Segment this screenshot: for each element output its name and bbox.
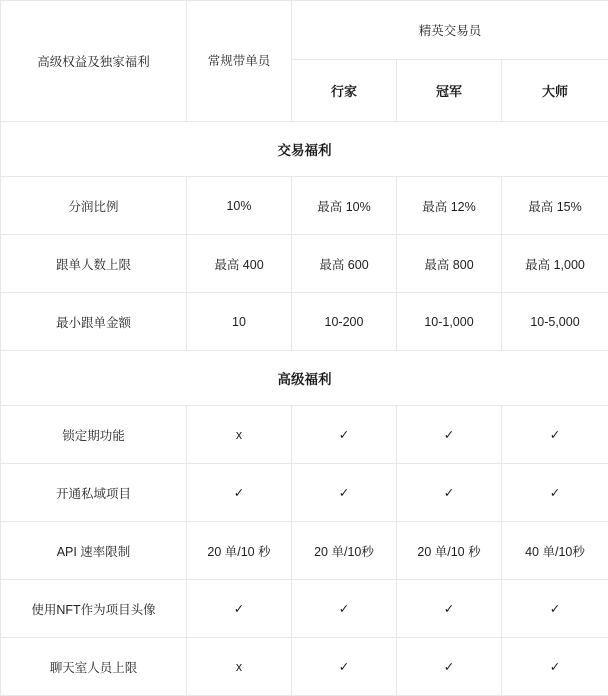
cell-lockup-feature-master: ✓ — [502, 406, 608, 464]
cell-chatroom-limit-champion: ✓ — [397, 638, 502, 696]
cell-nft-avatar-master: ✓ — [502, 580, 608, 638]
cell-min-copy-amount-expert: 10-200 — [292, 293, 397, 351]
table-row — [1, 464, 608, 522]
table-row — [1, 522, 608, 580]
table-header-row — [1, 1, 608, 60]
cell-api-rate-limit-regular: 20 单/10 秒 — [187, 522, 292, 580]
header-first-column: 高级权益及独家福利 — [1, 1, 187, 122]
header-elite-level-expert: 行家 — [292, 60, 397, 122]
section-header-trading — [1, 122, 608, 177]
cell-follower-limit-master: 最高 1,000 — [502, 235, 608, 293]
cell-private-project-champion: ✓ — [397, 464, 502, 522]
section-header-advanced — [1, 351, 608, 406]
cell-private-project-master: ✓ — [502, 464, 608, 522]
section-title-trading: 交易福利 — [1, 122, 608, 177]
row-label-api-rate-limit: API 速率限制 — [1, 522, 187, 580]
table-row — [1, 580, 608, 638]
cell-chatroom-limit-expert: ✓ — [292, 638, 397, 696]
table-row — [1, 293, 608, 351]
cell-api-rate-limit-expert: 20 单/10秒 — [292, 522, 397, 580]
cell-min-copy-amount-master: 10-5,000 — [502, 293, 608, 351]
cell-profit-share-regular: 10% — [187, 177, 292, 235]
row-label-min-copy-amount: 最小跟单金额 — [1, 293, 187, 351]
row-label-lockup-feature: 锁定期功能 — [1, 406, 187, 464]
cell-profit-share-expert: 最高 10% — [292, 177, 397, 235]
cell-nft-avatar-champion: ✓ — [397, 580, 502, 638]
cell-follower-limit-expert: 最高 600 — [292, 235, 397, 293]
cell-lockup-feature-champion: ✓ — [397, 406, 502, 464]
row-label-follower-limit: 跟单人数上限 — [1, 235, 187, 293]
header-elite-level-master: 大师 — [502, 60, 608, 122]
cell-lockup-feature-expert: ✓ — [292, 406, 397, 464]
table-row — [1, 235, 608, 293]
cell-nft-avatar-expert: ✓ — [292, 580, 397, 638]
table-row — [1, 177, 608, 235]
cell-nft-avatar-regular: ✓ — [187, 580, 292, 638]
header-elite-trader-group: 精英交易员 — [292, 1, 608, 60]
row-label-private-project: 开通私域项目 — [1, 464, 187, 522]
cell-private-project-regular: ✓ — [187, 464, 292, 522]
cell-follower-limit-regular: 最高 400 — [187, 235, 292, 293]
row-label-chatroom-limit: 聊天室人员上限 — [1, 638, 187, 696]
cell-min-copy-amount-regular: 10 — [187, 293, 292, 351]
row-label-profit-share: 分润比例 — [1, 177, 187, 235]
cell-lockup-feature-regular: x — [187, 406, 292, 464]
section-title-advanced: 高级福利 — [1, 351, 608, 406]
table-row — [1, 406, 608, 464]
cell-api-rate-limit-champion: 20 单/10 秒 — [397, 522, 502, 580]
cell-chatroom-limit-regular: x — [187, 638, 292, 696]
cell-profit-share-champion: 最高 12% — [397, 177, 502, 235]
cell-api-rate-limit-master: 40 单/10秒 — [502, 522, 608, 580]
header-elite-level-champion: 冠军 — [397, 60, 502, 122]
cell-chatroom-limit-master: ✓ — [502, 638, 608, 696]
cell-profit-share-master: 最高 15% — [502, 177, 608, 235]
row-label-nft-avatar: 使用NFT作为项目头像 — [1, 580, 187, 638]
table-row — [1, 638, 608, 696]
cell-follower-limit-champion: 最高 800 — [397, 235, 502, 293]
header-regular-trader: 常规带单员 — [187, 1, 292, 122]
cell-min-copy-amount-champion: 10-1,000 — [397, 293, 502, 351]
cell-private-project-expert: ✓ — [292, 464, 397, 522]
